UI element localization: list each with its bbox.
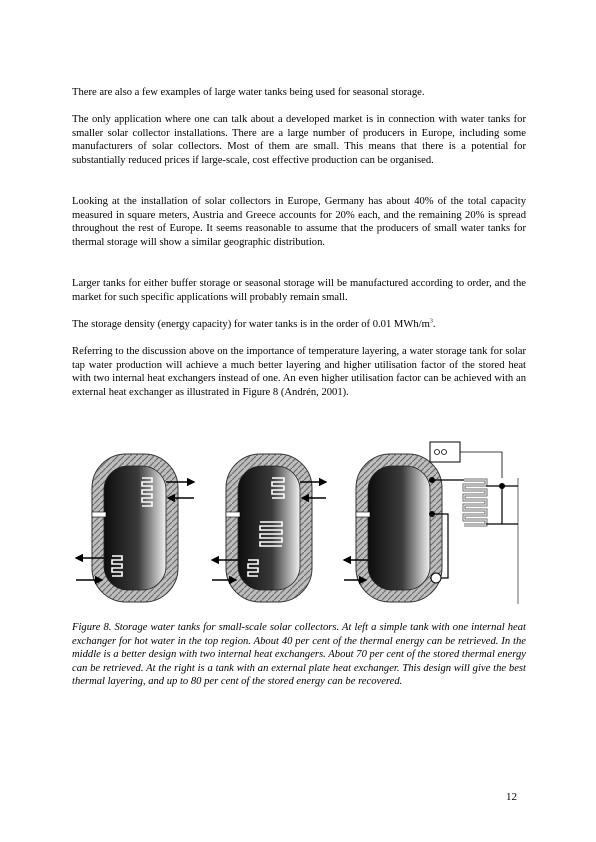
tank-middle [212, 454, 326, 602]
paragraph-storage-density [72, 318, 526, 332]
paragraph-temperature-layering: Referring to the discussion above on the importance of temperature layering, a water storage tank for solar tap water production will achieve a much better layering and higher utilisation factor of the stored heat with two internal heat exchangers instead of one. An even higher utilisation factor can be achieved with an external heat exchanger as illustrated in Figure 8 (Andrén, 2001). [72, 346, 526, 398]
figure-caption: Figure 8. Storage water tanks for small-scale solar collectors. At left a simple tank with one internal heat exchanger for hot water in the top region. About 40 per cent of the thermal energy can be retrieved. In the middle is a better design with two internal heat exchangers. About 70 per cent of the stored thermal energy can be retrieved. At the right is a tank with an external plate heat exchanger. This design will give the best thermal layering, and up to 80 per cent of the stored energy can be recovered. [72, 622, 526, 688]
paragraph-market: The only application where one can talk about a developed market is in connection with water tanks for smaller solar collector installations. There are a large number of producers in Europe, including some manufacturers of solar collectors. Most of them are small. This means that there is a potential for substantially reduced prices if large-scale, cost effective production can be organised. [72, 114, 526, 166]
storage-density-end: . [432, 319, 436, 330]
storage-density-text: The storage density (energy capacity) for water tanks is in the order of 0.01 MWh/m [72, 319, 430, 330]
storage-tanks-figure [64, 438, 532, 614]
storage-density-superscript: 3 [429, 318, 433, 325]
paragraph-europe-installations: Looking at the installation of solar collectors in Europe, Germany has about 40% of the total capacity measured in square meters, Austria and Greece accounts for 20% each, and the remaining 20% is spread throughout the rest of Europe. It seems reasonable to assume that the producers of small water tanks for thermal storage will show a similar geographic distribution. [72, 196, 526, 248]
tank-right [344, 442, 518, 604]
page-number: 12 [506, 791, 517, 803]
paragraph-larger-tanks: Larger tanks for either buffer storage or seasonal storage will be manufactured according to order, and the market for such specific applications will probably remain small. [72, 278, 526, 303]
paragraph-seasonal-storage: There are also a few examples of large water tanks being used for seasonal storage. [72, 87, 425, 98]
tank-left [76, 454, 194, 602]
